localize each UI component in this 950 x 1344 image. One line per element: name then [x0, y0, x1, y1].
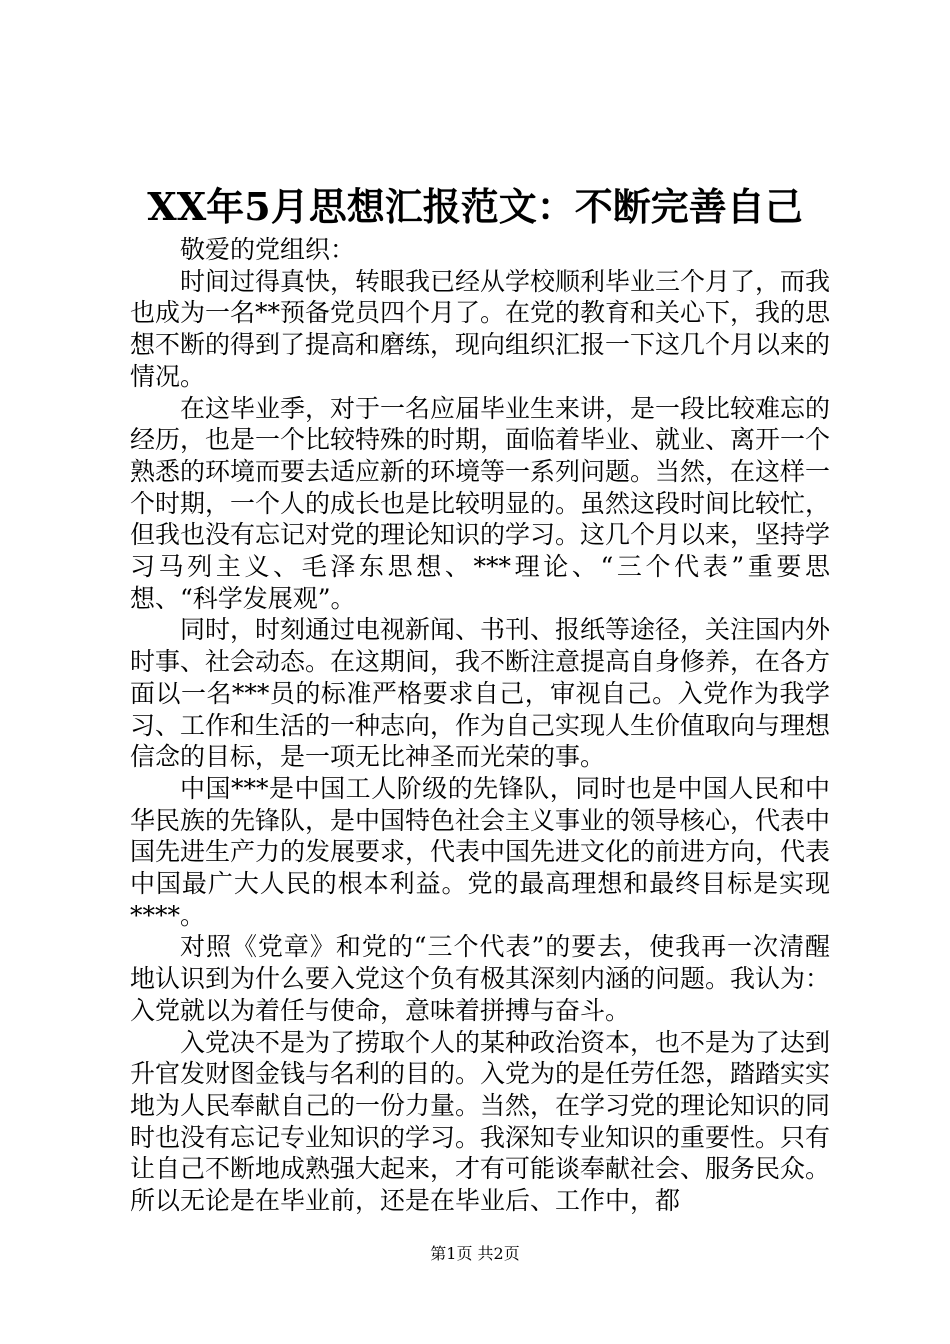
paragraph-2: 在这毕业季，对于一名应届毕业生来讲，是一段比较难忘的经历，也是一个比较特殊的时期，面临着毕业、就业、离开一个熟悉的环境而要去适应新的环境等一系列问题。当然，在这样一个时期，一个人的成长也是比较明显的。虽然这段时间比较忙，但我也没有忘记对党的理论知识的学习。这几个月以来，坚持学习马列主义、毛泽东思想、***理论、“三个代表”重要思想、“科学发展观”。 — [130, 393, 831, 613]
salutation: 敬爱的党组织： — [180, 235, 356, 264]
document-body — [130, 234, 830, 1217]
paragraph-6: 入党决不是为了捞取个人的某种政治资本，也不是为了达到升官发财图金钱与名利的目的。入党为的是任劳任怨，踏踏实实地为人民奉献自己的一份力量。当然，在学习党的理论知识的同时也没有忘记专业知识的学习。我深知专业知识的重要性。只有让自己不断地成熟强大起来，才有可能谈奉献社会、服务民众。所以无论是在毕业前，还是在毕业后、工作中，都 — [130, 1027, 831, 1216]
paragraph-1: 时间过得真快，转眼我已经从学校顺利毕业三个月了，而我也成为一名**预备党员四个月了。在党的教育和关心下，我的思想不断的得到了提高和磨练，现向组织汇报一下这几个月以来的情况。 — [130, 266, 831, 391]
document-title: XX年5月思想汇报范文：不断完善自己 — [147, 184, 803, 229]
paragraph-3: 同时，时刻通过电视新闻、书刊、报纸等途径，关注国内外时事、社会动态。在这期间，我不断注意提高自身修养，在各方面以一名***员的标准严格要求自己，审视自己。入党作为我学习、工作和生活的一种志向，作为自己实现人生价值取向与理想信念的目标，是一项无比神圣而光荣的事。 — [130, 615, 831, 772]
paragraph-4: 中国***是中国工人阶级的先锋队，同时也是中国人民和中华民族的先锋队，是中国特色社会主义事业的领导核心，代表中国先进生产力的发展要求，代表中国先进文化的前进方向，代表中国最广大人民的根本利益。党的最高理想和最终目标是实现****。 — [130, 773, 831, 930]
paragraph-5: 对照《党章》和党的“三个代表”的要去，使我再一次清醒地认识到为什么要入党这个负有极其深刻内涵的问题。我认为：入党就以为着任与使命，意味着拼搏与奋斗。 — [130, 932, 831, 1025]
page-number-footer: 第1页 共2页 — [430, 1244, 520, 1263]
